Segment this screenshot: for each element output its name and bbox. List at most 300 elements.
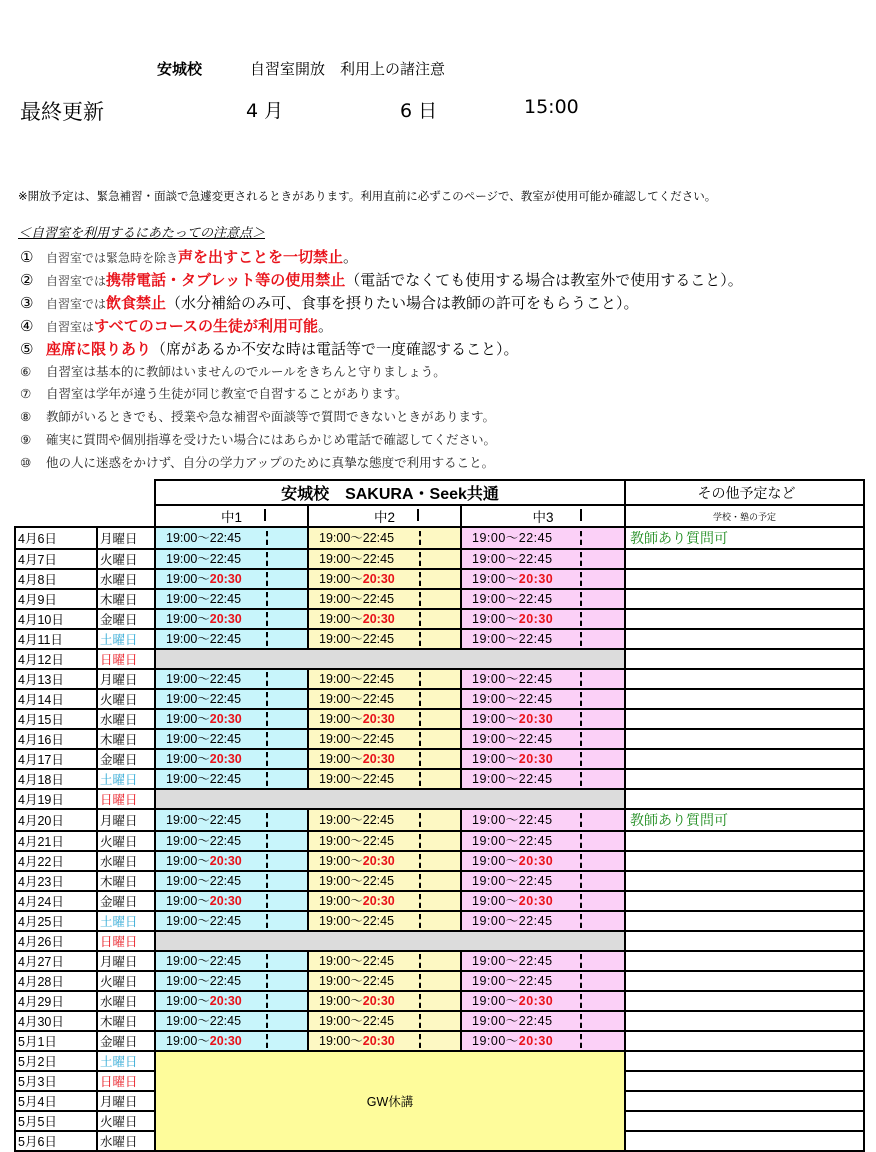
end-time: 22:45 xyxy=(362,874,395,888)
last-updated-month: 4 月 xyxy=(246,100,284,122)
start-time: 19:00〜 xyxy=(472,954,519,968)
rule-number: ② xyxy=(20,271,34,289)
hours-text xyxy=(156,752,268,766)
table-row xyxy=(15,609,864,629)
hours-text xyxy=(309,572,421,586)
end-time: 22:45 xyxy=(518,914,553,928)
table-row xyxy=(15,689,864,709)
rule-item xyxy=(20,269,743,290)
other-schedule-cell xyxy=(625,527,864,549)
rule-emphasis: 声を出すことを一切禁止 xyxy=(178,248,344,266)
end-time: 20:30 xyxy=(518,894,554,908)
other-schedule-cell xyxy=(625,629,864,649)
start-time: 19:00〜 xyxy=(472,712,519,726)
rule-text: 自習室では xyxy=(46,274,107,288)
end-time: 20:30 xyxy=(209,1034,242,1048)
hours-text xyxy=(462,914,582,928)
rule-number: ③ xyxy=(20,294,34,312)
start-time: 19:00〜 xyxy=(166,954,210,968)
weekday-cell: 金曜日 xyxy=(97,609,155,629)
end-time: 22:45 xyxy=(362,732,395,746)
date-cell: 4月22日 xyxy=(15,851,97,871)
grade-1-hours-cell xyxy=(155,689,308,709)
start-time: 19:00〜 xyxy=(472,834,519,848)
hours-text xyxy=(156,994,268,1008)
start-time: 19:00〜 xyxy=(166,813,210,827)
weekday-cell: 金曜日 xyxy=(97,749,155,769)
grade-1-hours-cell xyxy=(155,951,308,971)
start-time: 19:00〜 xyxy=(319,1034,363,1048)
date-cell: 4月7日 xyxy=(15,549,97,569)
grade-label: 中1 xyxy=(220,510,242,525)
table-header-row xyxy=(15,480,864,505)
hours-text xyxy=(309,1014,421,1028)
end-time: 20:30 xyxy=(518,752,554,766)
start-time: 19:00〜 xyxy=(319,712,363,726)
start-time: 19:00〜 xyxy=(166,1014,210,1028)
weekday-cell: 火曜日 xyxy=(97,831,155,851)
date-cell: 5月3日 xyxy=(15,1071,97,1091)
table-row xyxy=(15,549,864,569)
hours-text xyxy=(462,612,582,626)
weekday-cell: 土曜日 xyxy=(97,769,155,789)
hours-text xyxy=(309,632,421,646)
rule-item xyxy=(20,384,408,402)
other-schedule-cell xyxy=(625,1011,864,1031)
hours-text xyxy=(156,874,268,888)
grade-2-hours-cell xyxy=(308,809,461,831)
grade-3-hours-cell xyxy=(461,609,625,629)
table-row xyxy=(15,971,864,991)
other-schedule-header: その他予定など xyxy=(625,480,864,505)
end-time: 22:45 xyxy=(209,672,242,686)
hours-text xyxy=(462,531,582,545)
end-time: 22:45 xyxy=(362,914,395,928)
grade-header-3 xyxy=(461,505,625,527)
grade-1-hours-cell xyxy=(155,729,308,749)
table-row xyxy=(15,769,864,789)
grade-1-hours-cell xyxy=(155,831,308,851)
end-time: 22:45 xyxy=(518,552,553,566)
other-schedule-cell xyxy=(625,729,864,749)
start-time: 19:00〜 xyxy=(166,1034,210,1048)
start-time: 19:00〜 xyxy=(472,1014,519,1028)
other-schedule-cell xyxy=(625,609,864,629)
start-time: 19:00〜 xyxy=(166,531,210,545)
start-time: 19:00〜 xyxy=(319,994,363,1008)
date-cell: 4月23日 xyxy=(15,871,97,891)
grade-1-hours-cell xyxy=(155,549,308,569)
start-time: 19:00〜 xyxy=(319,632,363,646)
table-row xyxy=(15,1011,864,1031)
grade-1-hours-cell xyxy=(155,669,308,689)
start-time: 19:00〜 xyxy=(166,772,210,786)
table-row xyxy=(15,649,864,669)
start-time: 19:00〜 xyxy=(319,854,363,868)
rule-number: ⑩ xyxy=(20,455,32,470)
hours-text xyxy=(156,1034,268,1048)
end-time: 22:45 xyxy=(518,954,553,968)
date-cell: 4月26日 xyxy=(15,931,97,951)
start-time: 19:00〜 xyxy=(472,572,519,586)
hours-text xyxy=(156,712,268,726)
start-time: 19:00〜 xyxy=(472,592,519,606)
date-cell: 4月29日 xyxy=(15,991,97,1011)
weekday-cell: 水曜日 xyxy=(97,569,155,589)
grade-3-hours-cell xyxy=(461,729,625,749)
grade-1-hours-cell xyxy=(155,871,308,891)
rule-text: 。 xyxy=(317,317,333,335)
table-row xyxy=(15,589,864,609)
rule-text: 教師がいるときでも、授業や急な補習や面談等で質問できないときがあります。 xyxy=(46,409,496,424)
date-cell: 4月10日 xyxy=(15,609,97,629)
end-time: 20:30 xyxy=(518,572,554,586)
end-time: 20:30 xyxy=(362,894,395,908)
hours-text xyxy=(309,813,421,827)
grade-1-hours-cell xyxy=(155,527,308,549)
date-cell: 4月15日 xyxy=(15,709,97,729)
start-time: 19:00〜 xyxy=(166,732,210,746)
weekday-cell: 日曜日 xyxy=(97,649,155,669)
grade-label: 中2 xyxy=(373,510,395,525)
end-time: 22:45 xyxy=(362,592,395,606)
end-time: 22:45 xyxy=(209,772,242,786)
start-time: 19:00〜 xyxy=(319,834,363,848)
table-row xyxy=(15,789,864,809)
grade-3-hours-cell xyxy=(461,689,625,709)
date-cell: 5月2日 xyxy=(15,1051,97,1071)
table-row xyxy=(15,871,864,891)
last-updated-label: 最終更新 xyxy=(20,100,104,124)
rule-text: 。 xyxy=(343,248,359,266)
start-time: 19:00〜 xyxy=(319,813,363,827)
hours-text xyxy=(462,834,582,848)
rule-text: 自習室は基本的に教師はいませんのでルールをきちんと守りましょう。 xyxy=(46,364,446,379)
weekday-cell: 火曜日 xyxy=(97,1111,155,1131)
rule-number: ⑤ xyxy=(20,340,34,358)
date-cell: 4月14日 xyxy=(15,689,97,709)
hours-text xyxy=(462,592,582,606)
end-time: 22:45 xyxy=(362,672,395,686)
end-time: 22:45 xyxy=(518,1014,553,1028)
rule-number: ④ xyxy=(20,317,34,335)
grade-1-hours-cell xyxy=(155,971,308,991)
hours-text xyxy=(462,672,582,686)
start-time: 19:00〜 xyxy=(472,692,519,706)
grade-3-hours-cell xyxy=(461,851,625,871)
grade-2-hours-cell xyxy=(308,851,461,871)
grade-2-hours-cell xyxy=(308,589,461,609)
grade-3-hours-cell xyxy=(461,669,625,689)
hours-text xyxy=(156,834,268,848)
end-time: 22:45 xyxy=(362,1014,395,1028)
grade-1-hours-cell xyxy=(155,709,308,729)
date-cell: 5月4日 xyxy=(15,1091,97,1111)
date-cell: 4月17日 xyxy=(15,749,97,769)
weekday-cell: 月曜日 xyxy=(97,809,155,831)
hours-text xyxy=(309,612,421,626)
end-time: 20:30 xyxy=(518,1034,554,1048)
end-time: 22:45 xyxy=(209,592,242,606)
hours-text xyxy=(309,692,421,706)
start-time: 19:00〜 xyxy=(319,572,363,586)
rule-item xyxy=(20,246,358,267)
hours-text xyxy=(156,592,268,606)
end-time: 20:30 xyxy=(362,712,395,726)
grade-2-hours-cell xyxy=(308,911,461,931)
hours-text xyxy=(462,732,582,746)
rules-heading: ＜自習室を利用するにあたっての注意点＞ xyxy=(18,226,266,241)
weekday-cell: 月曜日 xyxy=(97,527,155,549)
weekday-cell: 金曜日 xyxy=(97,891,155,911)
end-time: 20:30 xyxy=(362,752,395,766)
grade-3-hours-cell xyxy=(461,749,625,769)
grade-header-2 xyxy=(308,505,461,527)
schedule-main-header: 安城校 SAKURA・Seek共通 xyxy=(155,480,625,505)
table-row xyxy=(15,831,864,851)
end-time: 22:45 xyxy=(362,813,395,827)
end-time: 20:30 xyxy=(209,854,242,868)
end-time: 20:30 xyxy=(362,572,395,586)
date-cell: 4月25日 xyxy=(15,911,97,931)
table-row xyxy=(15,911,864,931)
start-time: 19:00〜 xyxy=(472,772,519,786)
start-time: 19:00〜 xyxy=(472,552,519,566)
hours-text xyxy=(156,854,268,868)
end-time: 22:45 xyxy=(209,632,242,646)
rule-item xyxy=(20,453,494,471)
hours-text xyxy=(156,894,268,908)
start-time: 19:00〜 xyxy=(472,632,519,646)
hours-text xyxy=(156,632,268,646)
date-cell: 4月8日 xyxy=(15,569,97,589)
end-time: 20:30 xyxy=(362,612,395,626)
start-time: 19:00〜 xyxy=(319,874,363,888)
end-time: 20:30 xyxy=(362,994,395,1008)
start-time: 19:00〜 xyxy=(319,752,363,766)
page-title: 自習室開放 利用上の諸注意 xyxy=(250,60,446,78)
start-time: 19:00〜 xyxy=(319,592,363,606)
end-time: 22:45 xyxy=(362,954,395,968)
weekday-cell: 土曜日 xyxy=(97,1051,155,1071)
grade-2-hours-cell xyxy=(308,609,461,629)
teacher-available-note: 教師あり質問可 xyxy=(630,530,728,546)
table-row xyxy=(15,951,864,971)
table-row xyxy=(15,809,864,831)
grade-3-hours-cell xyxy=(461,527,625,549)
grade-2-hours-cell xyxy=(308,831,461,851)
grade-header-1 xyxy=(155,505,308,527)
other-schedule-cell xyxy=(625,709,864,729)
last-updated-time: 15:00 xyxy=(524,96,579,118)
grade-1-hours-cell xyxy=(155,1031,308,1051)
other-schedule-cell xyxy=(625,851,864,871)
start-time: 19:00〜 xyxy=(319,974,363,988)
grade-3-hours-cell xyxy=(461,1011,625,1031)
weekday-cell: 土曜日 xyxy=(97,911,155,931)
other-schedule-cell xyxy=(625,1051,864,1071)
weekday-cell: 月曜日 xyxy=(97,951,155,971)
start-time: 19:00〜 xyxy=(166,854,210,868)
other-schedule-cell xyxy=(625,549,864,569)
date-cell: 5月6日 xyxy=(15,1131,97,1151)
end-time: 22:45 xyxy=(518,672,553,686)
grade-3-hours-cell xyxy=(461,569,625,589)
hours-text xyxy=(462,552,582,566)
rule-number: ⑦ xyxy=(20,386,32,401)
start-time: 19:00〜 xyxy=(472,752,519,766)
grade-3-hours-cell xyxy=(461,709,625,729)
start-time: 19:00〜 xyxy=(319,772,363,786)
hours-text xyxy=(462,813,582,827)
end-time: 20:30 xyxy=(518,712,554,726)
other-schedule-cell xyxy=(625,831,864,851)
start-time: 19:00〜 xyxy=(319,1014,363,1028)
rule-number: ⑥ xyxy=(20,364,32,379)
hours-text xyxy=(156,692,268,706)
date-cell: 4月18日 xyxy=(15,769,97,789)
grade-2-hours-cell xyxy=(308,951,461,971)
hours-text xyxy=(156,813,268,827)
end-time: 22:45 xyxy=(518,874,553,888)
start-time: 19:00〜 xyxy=(472,531,519,545)
start-time: 19:00〜 xyxy=(319,612,363,626)
other-schedule-cell xyxy=(625,891,864,911)
grade-3-hours-cell xyxy=(461,911,625,931)
start-time: 19:00〜 xyxy=(166,612,210,626)
hours-text xyxy=(462,712,582,726)
end-time: 22:45 xyxy=(209,874,242,888)
weekday-cell: 火曜日 xyxy=(97,971,155,991)
rule-text: 自習室では緊急時を除き xyxy=(46,251,179,265)
end-time: 22:45 xyxy=(362,552,395,566)
rule-number: ⑨ xyxy=(20,432,32,447)
teacher-available-note: 教師あり質問可 xyxy=(630,812,728,828)
end-time: 22:45 xyxy=(209,974,242,988)
rule-text: 他の人に迷惑をかけず、自分の学力アップのために真摯な態度で利用すること。 xyxy=(46,455,495,470)
start-time: 19:00〜 xyxy=(319,914,363,928)
end-time: 22:45 xyxy=(209,914,242,928)
end-time: 20:30 xyxy=(209,712,242,726)
hours-text xyxy=(462,1034,582,1048)
end-time: 22:45 xyxy=(362,632,395,646)
grade-1-hours-cell xyxy=(155,891,308,911)
grade-1-hours-cell xyxy=(155,569,308,589)
school-name: 安城校 xyxy=(157,60,203,78)
start-time: 19:00〜 xyxy=(166,592,210,606)
rule-text: （水分補給のみ可、食事を摂りたい場合は教師の許可をもらうこと）。 xyxy=(166,294,639,312)
date-cell: 4月6日 xyxy=(15,527,97,549)
end-time: 22:45 xyxy=(209,552,242,566)
table-row xyxy=(15,1031,864,1051)
hours-text xyxy=(156,531,268,545)
end-time: 22:45 xyxy=(362,772,395,786)
closed-day-cell xyxy=(155,649,625,669)
date-cell: 4月16日 xyxy=(15,729,97,749)
start-time: 19:00〜 xyxy=(472,732,519,746)
date-cell: 4月21日 xyxy=(15,831,97,851)
other-schedule-cell xyxy=(625,789,864,809)
hours-text xyxy=(462,572,582,586)
hours-text xyxy=(309,732,421,746)
hours-text xyxy=(462,692,582,706)
end-time: 20:30 xyxy=(209,612,242,626)
other-schedule-cell xyxy=(625,649,864,669)
date-cell: 4月24日 xyxy=(15,891,97,911)
start-time: 19:00〜 xyxy=(472,974,519,988)
rule-text: （席があるか不安な時は電話等で一度確認すること）。 xyxy=(151,340,519,358)
end-time: 20:30 xyxy=(362,1034,395,1048)
weekday-cell: 木曜日 xyxy=(97,1011,155,1031)
rule-text: 確実に質問や個別指導を受けたい場合にはあらかじめ電話で確認してください。 xyxy=(46,432,497,447)
date-cell: 5月1日 xyxy=(15,1031,97,1051)
start-time: 19:00〜 xyxy=(166,572,210,586)
end-time: 22:45 xyxy=(209,1014,242,1028)
hours-text xyxy=(309,752,421,766)
grade-header-row xyxy=(15,505,864,527)
weekday-cell: 水曜日 xyxy=(97,1131,155,1151)
table-row xyxy=(15,991,864,1011)
other-schedule-cell xyxy=(625,931,864,951)
date-cell: 5月5日 xyxy=(15,1111,97,1131)
end-time: 22:45 xyxy=(518,974,553,988)
other-schedule-subheader: 学校・塾の予定 xyxy=(625,505,864,527)
hours-text xyxy=(462,772,582,786)
grade-2-hours-cell xyxy=(308,991,461,1011)
hours-text xyxy=(156,552,268,566)
table-row xyxy=(15,729,864,749)
end-time: 22:45 xyxy=(362,692,395,706)
grade-2-hours-cell xyxy=(308,891,461,911)
hours-text xyxy=(309,672,421,686)
hours-text xyxy=(309,834,421,848)
start-time: 19:00〜 xyxy=(472,612,519,626)
hours-text xyxy=(156,1014,268,1028)
grade-2-hours-cell xyxy=(308,549,461,569)
end-time: 20:30 xyxy=(209,994,242,1008)
hours-text xyxy=(462,752,582,766)
date-cell: 4月12日 xyxy=(15,649,97,669)
other-schedule-cell xyxy=(625,911,864,931)
hours-text xyxy=(462,854,582,868)
hours-text xyxy=(462,874,582,888)
hours-text xyxy=(309,954,421,968)
grade-2-hours-cell xyxy=(308,749,461,769)
rule-emphasis: 携帯電話・タブレット等の使用禁止 xyxy=(106,271,346,289)
hours-text xyxy=(462,974,582,988)
grade-2-hours-cell xyxy=(308,871,461,891)
grade-1-hours-cell xyxy=(155,769,308,789)
other-schedule-cell xyxy=(625,769,864,789)
schedule-change-notice: ※開放予定は、緊急補習・面談で急遽変更されるときがあります。利用直前に必ずこのページで、教室が使用可能か確認してください。 xyxy=(18,189,717,203)
end-time: 20:30 xyxy=(209,752,242,766)
other-schedule-cell xyxy=(625,971,864,991)
start-time: 19:00〜 xyxy=(166,632,210,646)
end-time: 22:45 xyxy=(518,692,553,706)
date-cell: 4月9日 xyxy=(15,589,97,609)
hours-text xyxy=(309,552,421,566)
hours-text xyxy=(309,974,421,988)
rule-item xyxy=(20,430,496,448)
weekday-cell: 木曜日 xyxy=(97,589,155,609)
weekday-cell: 水曜日 xyxy=(97,991,155,1011)
other-schedule-cell xyxy=(625,1091,864,1111)
other-schedule-cell xyxy=(625,1071,864,1091)
hours-text xyxy=(156,772,268,786)
hours-text xyxy=(309,712,421,726)
end-time: 22:45 xyxy=(209,834,242,848)
grade-2-hours-cell xyxy=(308,971,461,991)
